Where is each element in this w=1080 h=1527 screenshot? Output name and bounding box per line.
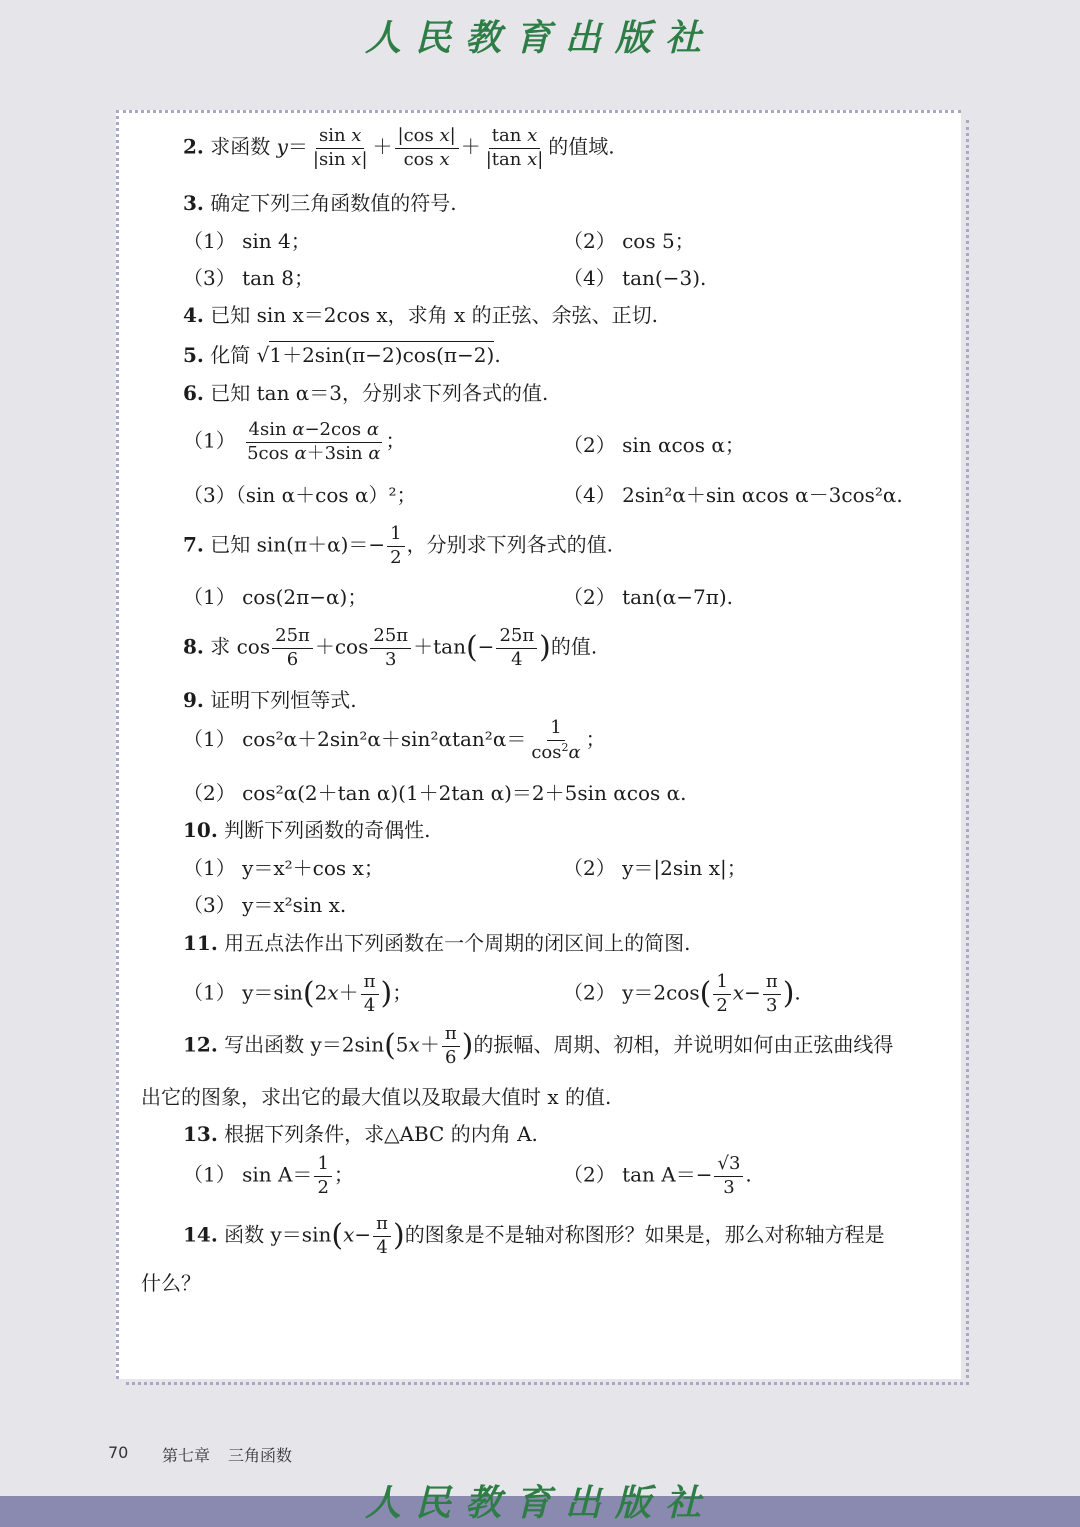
problem-text: 化简 [210, 343, 251, 367]
problem-number: 11. [183, 931, 218, 955]
problem-number: 2. [183, 134, 204, 159]
problem-number: 10. [183, 818, 218, 842]
problem-number: 7. [183, 532, 204, 557]
problem-6-sub-1: （1） $\frac{\text{4sin α−2cos α}}{\text{5cos α＋3sin α}}$ ； [183, 419, 406, 464]
problem-14: 14. 函数 y＝sin(x− $\frac{\pi}{4}$ )的图象是不是轴对称图形？如果是，那么对称轴方程是 [183, 1213, 885, 1258]
problem-7-sub-1: （1） cos(2π−α)； [183, 585, 368, 609]
problem-5: 5. 化简 √1＋2sin(π−2)cos(π−2). [183, 343, 501, 367]
problem-text: 确定下列三角函数值的符号. [210, 191, 457, 215]
problem-number: 3. [183, 191, 204, 215]
problem-3-sub-1: （1） sin 4； [183, 229, 311, 253]
problem-10-sub-3: （3） y＝x²sin x. [183, 893, 347, 917]
problem-number: 8. [183, 634, 204, 659]
problem-7-sub-2: （2） tan(α−7π). [563, 585, 734, 609]
problem-11-sub-2: （2） y＝2cos( $\frac{1}{2}$ x− $\frac{\pi}{3}$ ). [563, 971, 801, 1016]
problem-number: 9. [183, 688, 204, 712]
problem-10-sub-1: （1） y＝x²＋cos x； [183, 856, 384, 880]
problem-text: 已知 sin x＝2cos x，求角 x 的正弦、余弦、正切. [210, 303, 659, 327]
chapter-title: 三角函数 [228, 1446, 293, 1465]
problem-6 [183, 383, 548, 403]
problem-3-sub-2: （2） cos 5； [563, 229, 695, 253]
problem-text: 求函数 [210, 134, 271, 159]
problem-14-cont: 什么？ [141, 1271, 201, 1295]
problem-number: 6. [183, 381, 204, 405]
problem-8: 8. 求 cos $\frac{25\pi}{6}$ ＋cos $\frac{25\pi}{3}$ ＋tan(− $\frac{25\pi}{4}$ )的值. [183, 625, 598, 670]
publisher-logo-top: 人民教育出版社 [364, 17, 715, 59]
problem-number: 12. [183, 1032, 218, 1057]
problem-text: 根据下列条件，求△ABC 的内角 A. [224, 1122, 538, 1146]
problem-10 [183, 820, 431, 840]
problem-11 [183, 933, 691, 953]
problem-13-sub-1: （1） sin A＝ $\frac{1}{2}$ ； [183, 1153, 354, 1198]
problem-9-sub-2: （2） cos²α(2＋tan α)(1＋2tan α)＝2＋5sin αcos α. [183, 781, 687, 805]
problem-12: 12. 写出函数 y＝2sin(5x＋ $\frac{\pi}{6}$ )的振幅、周期、初相，并说明如何由正弦曲线得 [183, 1023, 894, 1068]
problem-6-sub-4: （4） 2sin²α＋sin αcos α－3cos²α. [563, 483, 903, 507]
problem-7: 7. 已知 sin(π＋α)＝− $\frac{1}{2}$ ，分别求下列各式的值. [183, 523, 613, 568]
publisher-logo-bottom: 人民教育出版社 [364, 1482, 715, 1524]
problem-number: 4. [183, 303, 204, 327]
exercise-panel [116, 110, 961, 1379]
problem-3 [183, 193, 457, 213]
chapter-label: 第七章 [162, 1446, 211, 1465]
problem-13-sub-2: （2） tan A＝− $\frac{√3}{3}$ . [563, 1153, 752, 1198]
problem-3-sub-4: （4） tan(−3). [563, 266, 707, 290]
problem-text: 判断下列函数的奇偶性. [224, 818, 431, 842]
problem-number: 14. [183, 1222, 218, 1247]
problem-11-sub-1: （1） y＝sin(2x＋ $\frac{\pi}{4}$ )； [183, 971, 413, 1016]
problem-4 [183, 305, 658, 325]
problem-2: 2. 求函数 y＝ $\frac{\text{sin x}}{\text{|sin x|}}$ ＋ $\frac{\text{|cos x|}}{\text{cos x}}$ ＋ $\frac{\text{tan x}}{\text{|tan x|}}$ 的值域. [183, 125, 615, 170]
problem-6-sub-2: （2） sin αcos α； [563, 433, 745, 457]
problem-text: 已知 sin(π＋α)＝− [210, 532, 386, 557]
problem-9 [183, 690, 357, 710]
problem-13 [183, 1124, 538, 1144]
problem-text: 的值域. [548, 134, 615, 159]
problem-9-sub-1: （1） cos²α＋2sin²α＋sin²αtan²α＝ $\frac{1}{\cos^2\alpha}$ ； [183, 717, 606, 763]
problem-text: 已知 tan α＝3，分别求下列各式的值. [210, 381, 549, 405]
problem-12-cont: 出它的图象，求出它的最大值以及取最大值时 x 的值. [141, 1085, 612, 1109]
problem-6-sub-3: （3）（sin α＋cos α）²； [183, 483, 417, 507]
problem-text: 用五点法作出下列函数在一个周期的闭区间上的简图. [224, 931, 691, 955]
problem-number: 5. [183, 343, 204, 367]
problem-10-sub-2: （2） y＝|2sin x|； [563, 856, 747, 880]
problem-3-sub-3: （3） tan 8； [183, 266, 315, 290]
problem-number: 13. [183, 1122, 218, 1146]
page-number: 70 [108, 1443, 129, 1462]
problem-text: ，分别求下列各式的值. [406, 532, 613, 557]
problem-text: 证明下列恒等式. [210, 688, 357, 712]
